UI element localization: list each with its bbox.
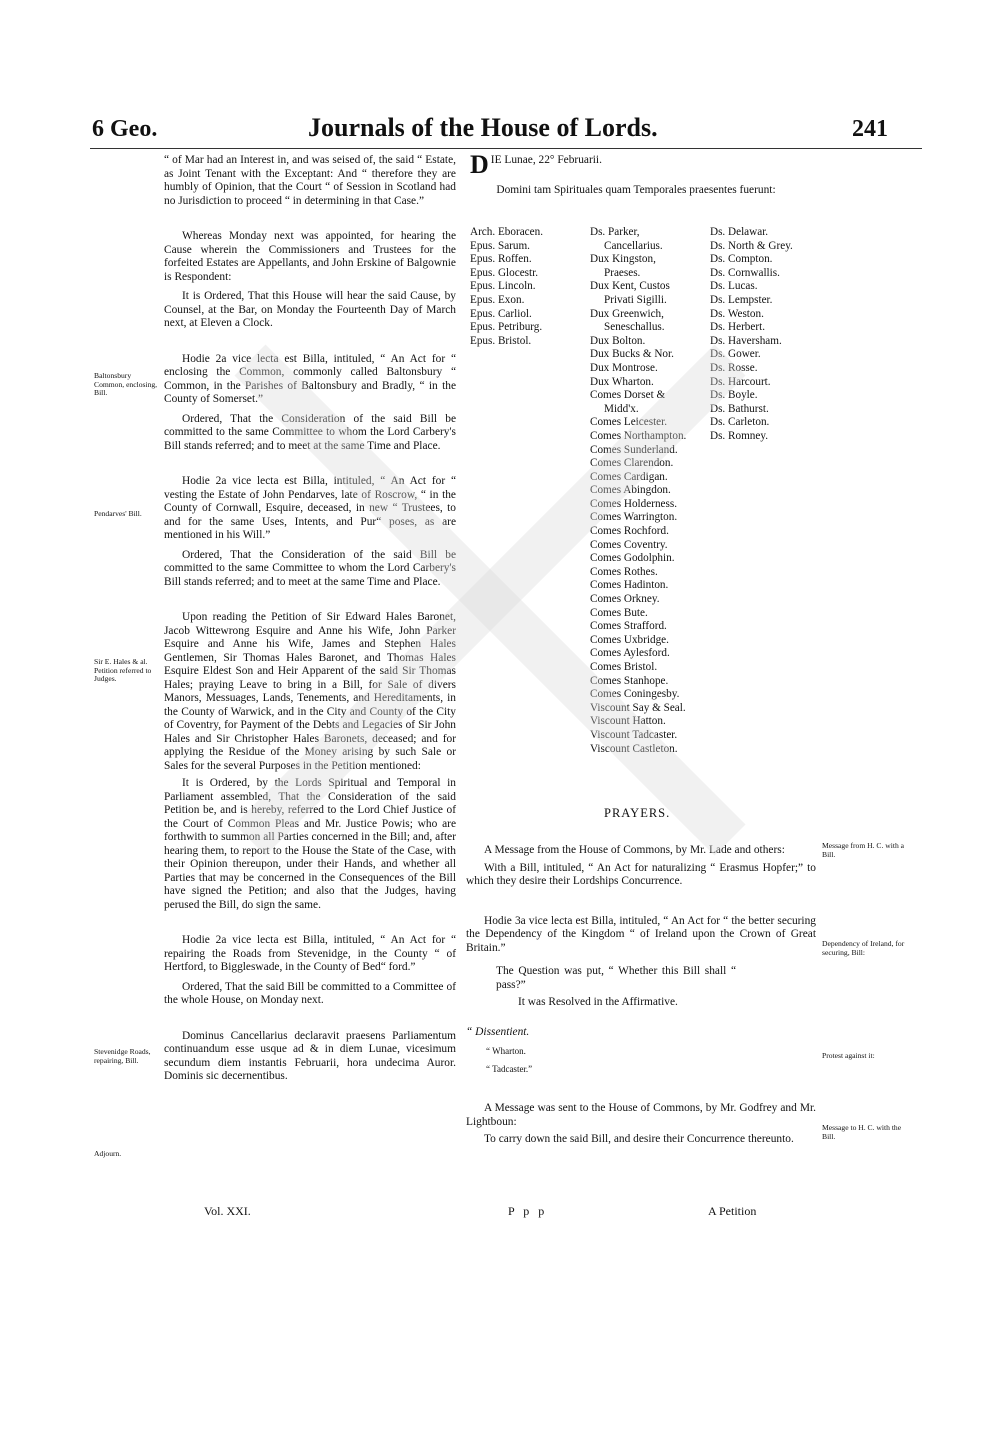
lord-entry: Comes Stanhope. bbox=[590, 674, 669, 687]
die-text: IE Lunae, 22° Februarii. bbox=[490, 154, 602, 166]
hales-petition-paragraph: Upon reading the Petition of Sir Edward Hales Baronet, Jacob Wittewrong Esquire and Anne his Wife, John Parker Esquire and Anne his Wife, James and Stephen Hales Gentlemen, Sir Thomas Hales Baronet, and Thomas Hales Esquire Eldest Son and Heir Apparent of the said Sir Thomas Hales; praying Leave to bring in a Bill, for Sale of divers Manors, Messuages, Lands, Tenements, and Hereditaments, in the County of Warwick, and in the City and County of the City of Coventry, for Payment of the Debts and Legacies of Sir John Hales and Sir Christopher Hales Baronets, deceased; and for applying the Residue of the Money arising by such Sale or Sales for the several Purposes in the Petition mentioned: bbox=[164, 611, 456, 772]
lord-entry: Comes Leicester. bbox=[590, 416, 668, 429]
die-drop-cap: D bbox=[470, 150, 489, 179]
lord-entry: Dux Montrose. bbox=[590, 361, 658, 374]
dissentient: “ Dissentient. bbox=[466, 1025, 530, 1038]
naturalizing-paragraph: With a Bill, intituled, “ An Act for naturalizing “ Erasmus Hopfer;” to which they desire their Lordships Concurrence. bbox=[466, 861, 816, 887]
lord-entry: Ds. Weston. bbox=[710, 307, 764, 320]
lords-list-barons bbox=[710, 226, 793, 444]
lord-entry: Comes Coventry. bbox=[590, 538, 668, 551]
lord-entry: Comes Hadinton. bbox=[590, 579, 669, 592]
ordered-hear-paragraph: It is Ordered, That this House will hear the said Cause, by Counsel, at the Bar, on Monday the Fourteenth Day of March next, at Eleven a Clock. bbox=[164, 290, 456, 329]
margin-note-stevenidge: Stevenidge Roads, repairing, Bill. bbox=[94, 1047, 151, 1065]
lord-entry: Ds. Boyle. bbox=[710, 389, 758, 402]
dependency-bill-paragraph: Hodie 3a vice lecta est Billa, intituled, “ An Act for “ the better securing the Dependency of the Kingdom “ of Ireland upon the Crown of Great Britain.” bbox=[466, 914, 816, 954]
lord-entry: Comes Rothes. bbox=[590, 565, 658, 578]
lord-entry: Arch. Eboracen. bbox=[470, 226, 543, 238]
lord-entry: Ds. North & Grey. bbox=[710, 239, 793, 252]
lord-entry: Comes Cardigan. bbox=[590, 470, 668, 483]
lord-entry: Comes Bute. bbox=[590, 606, 648, 619]
pendarves-ordered-paragraph: Ordered, That the Consideration of the said Bill be committed to the same Committee to whom the Lord Carbery's Bill stands referred; and to meet at the same Time and Place. bbox=[164, 548, 456, 588]
question-paragraph: The Question was put, “ Whether this Bill shall “ pass?” bbox=[496, 965, 736, 991]
lord-entry: Comes Aylesford. bbox=[590, 647, 670, 660]
left-column bbox=[164, 154, 456, 1084]
lord-entry: Ds. Romney. bbox=[710, 429, 769, 442]
signature-mark: P p p bbox=[508, 1204, 548, 1218]
lords-list-peers bbox=[590, 226, 686, 756]
lord-entry: Comes Godolphin. bbox=[590, 552, 675, 565]
lord-entry: Ds. Carleton. bbox=[710, 416, 770, 429]
lord-entry: Epus. Bristol. bbox=[470, 334, 532, 347]
margin-note-hales: Sir E. Hales & al. Petition referred to Judges. bbox=[94, 657, 152, 684]
lord-entry: Comes Bristol. bbox=[590, 661, 658, 673]
lord-entry: Epus. Roffen. bbox=[470, 253, 532, 266]
lord-entry: Dux Kent, Custos bbox=[590, 280, 670, 293]
lord-entry: Viscount Tadcaster. bbox=[590, 728, 678, 741]
right-lower-column bbox=[466, 844, 816, 1147]
message-from-paragraph: A Message from the House of Commons, by Mr. Lade and others: bbox=[484, 844, 785, 856]
dissent-wharton: “ Wharton. bbox=[486, 1046, 526, 1056]
margin-note-message-to: Message to H. C. with the Bill. bbox=[822, 1123, 902, 1141]
baltonsbury-bill-paragraph: Hodie 2a vice lecta est Billa, intituled, “ An Act for “ enclosing the Common, commonly called Baltonsbury “ Common, in the Parishes of Baltonsbury and Bradly, “ in the County of Somerset.” bbox=[164, 352, 456, 405]
lord-entry: Privati Sigilli. bbox=[604, 293, 667, 306]
lord-entry: Epus. Glocestr. bbox=[470, 266, 539, 279]
carry-down-paragraph: To carry down the said Bill, and desire their Concurrence thereunto. bbox=[484, 1133, 794, 1145]
lord-entry: Epus. Petriburg. bbox=[470, 321, 543, 334]
lord-entry: Ds. Cornwallis. bbox=[710, 266, 780, 279]
pendarves-bill-paragraph: Hodie 2a vice lecta est Billa, intituled, “ An Act for “ vesting the Estate of John Pendarves, late of Roscrow, “ in the County of Cornwall, Esquire, deceased, in new “ Trustees, to and for the same Uses, Intents, and Pur“ poses, as are mentioned in his Will.” bbox=[164, 475, 456, 541]
lord-entry: Dux Bucks & Nor. bbox=[590, 348, 674, 361]
margin-note-baltonsbury: Baltonsbury Common, enclosing, Bill. bbox=[94, 371, 158, 398]
margin-note-pendarves: Pendarves' Bill. bbox=[94, 509, 142, 518]
prayers-heading: PRAYERS. bbox=[604, 806, 671, 820]
lord-entry: Cancellarius. bbox=[604, 239, 663, 252]
lord-entry: Ds. Bathurst. bbox=[710, 402, 769, 415]
stevenidge-bill-paragraph: Hodie 2a vice lecta est Billa, intituled, “ An Act for “ repairing the Roads from Stevenidge, in the County “ of Hertford, to Biggleswade, in the County of Bed“ ford.” bbox=[164, 934, 456, 973]
page-header-title: Journals of the House of Lords. bbox=[308, 113, 658, 142]
lord-entry: Ds. Herbert. bbox=[710, 321, 765, 334]
lord-entry: Comes Sunderland. bbox=[590, 443, 678, 456]
catchword: A Petition bbox=[708, 1204, 757, 1218]
lord-entry: Dux Greenwich, bbox=[590, 307, 664, 320]
lord-entry: Ds. Harcourt. bbox=[710, 375, 771, 388]
dissent-tadcaster: “ Tadcaster.” bbox=[486, 1063, 533, 1074]
page-header-left: 6 Geo. bbox=[92, 116, 158, 142]
lord-entry: Ds. Compton. bbox=[710, 253, 773, 266]
lord-entry: Epus. Carliol. bbox=[470, 307, 532, 320]
lord-entry: Viscount Say & Seal. bbox=[590, 701, 686, 714]
lord-entry: Epus. Lincoln. bbox=[470, 280, 536, 293]
baltonsbury-ordered-paragraph: Ordered, That the Consideration of the said Bill be committed to the same Committee to whom the Lord Carbery's Bill stands referred; and to meet at the same Time and Place. bbox=[164, 412, 456, 452]
lord-entry: Comes Dorset & bbox=[590, 389, 666, 402]
lord-entry: Comes Rochford. bbox=[590, 525, 669, 538]
volume-footer: Vol. XXI. bbox=[204, 1204, 251, 1218]
whereas-paragraph: Whereas Monday next was appointed, for hearing the Cause wherein the Commissioners and Trustees for the forfeited Estates are Appellants, and John Erskine of Balgownie is Respondent: bbox=[164, 230, 456, 283]
margin-note-message-from: Message from H. C. with a Bill. bbox=[822, 841, 905, 859]
opening-quote: “ of Mar had an Interest in, and was seised of, the said “ Estate, as Joint Tenant with the Exceptant: And “ therefore they are humbly of Opinion, that the Court “ of Session in Scotland had no Jurisdiction to proceed “ in determining in that Case.” bbox=[164, 154, 456, 207]
lord-entry: Epus. Sarum. bbox=[470, 239, 530, 252]
lord-entry: Comes Strafford. bbox=[590, 620, 667, 633]
lord-entry: Comes Coningesby. bbox=[590, 688, 680, 701]
lord-entry: Epus. Exon. bbox=[470, 293, 525, 306]
lords-list-bishops bbox=[470, 226, 543, 348]
lord-entry: Viscount Castleton. bbox=[590, 742, 678, 755]
lord-entry: Ds. Parker, bbox=[590, 226, 640, 238]
lord-entry: Midd'x. bbox=[604, 402, 639, 415]
margin-note-protest: Protest against it: bbox=[822, 1051, 875, 1060]
lord-entry: Dux Bolton. bbox=[590, 334, 646, 347]
lord-entry: Comes Clarendon. bbox=[590, 457, 674, 470]
adjourn-paragraph: Dominus Cancellarius declaravit praesens Parliamentum continuandum esse usque ad & in diem Lunae, vicesimum secundum diem instantis Februarii, hora undecima Auror. Dominis sic decernentibus. bbox=[164, 1029, 456, 1082]
lord-entry: Ds. Lucas. bbox=[710, 280, 758, 293]
lord-entry: Dux Kingston, bbox=[590, 253, 656, 266]
domini-text: Domini tam Spirituales quam Temporales praesentes fuerunt: bbox=[496, 184, 776, 196]
header-rule bbox=[90, 148, 922, 149]
lord-entry: Ds. Rosse. bbox=[710, 361, 758, 374]
lord-entry: Dux Wharton. bbox=[590, 375, 654, 388]
resolved-paragraph: It was Resolved in the Affirmative. bbox=[518, 996, 678, 1008]
hales-ordered-paragraph: It is Ordered, by the Lords Spiritual and Temporal in Parliament assembled, That the Consideration of the said Petition be, and is hereby, referred to the Lord Chief Justice of the Court of Common Pleas and Mr. Justice Powis; who are forthwith to summon all Parties concerned in the Bill; and, after hearing them, to report to the House the State of the Case, with their Opinion thereupon, under their Hands, and whether all Parties that may be concerned in the Consequences of the Bill have signed the Petition; and also that the Judges, having perused the Bill, do sign the same. bbox=[164, 777, 456, 911]
lord-entry: Comes Abingdon. bbox=[590, 484, 671, 497]
lord-entry: Comes Northampton. bbox=[590, 429, 687, 442]
stevenidge-ordered-paragraph: Ordered, That the said Bill be committed to a Committee of the whole House, on Monday next. bbox=[164, 980, 456, 1006]
lord-entry: Comes Uxbridge. bbox=[590, 633, 669, 646]
lord-entry: Ds. Lempster. bbox=[710, 293, 773, 306]
lord-entry: Comes Holderness. bbox=[590, 497, 678, 510]
lord-entry: Praeses. bbox=[604, 266, 641, 279]
lord-entry: Seneschallus. bbox=[604, 321, 665, 334]
lord-entry: Ds. Delawar. bbox=[710, 226, 769, 238]
lord-entry: Viscount Hatton. bbox=[590, 715, 666, 728]
page-number: 241 bbox=[852, 116, 888, 142]
lord-entry: Comes Orkney. bbox=[590, 593, 660, 606]
margin-note-dependency: Dependency of Ireland, for securing, Bill: bbox=[822, 939, 905, 957]
message-sent-paragraph: A Message was sent to the House of Commons, by Mr. Godfrey and Mr. Lightboun: bbox=[466, 1102, 816, 1128]
lord-entry: Comes Warrington. bbox=[590, 511, 678, 524]
lord-entry: Ds. Gower. bbox=[710, 348, 761, 361]
margin-note-adjourn: Adjourn. bbox=[94, 1149, 122, 1158]
lord-entry: Ds. Haversham. bbox=[710, 334, 782, 347]
die-heading bbox=[470, 150, 810, 179]
